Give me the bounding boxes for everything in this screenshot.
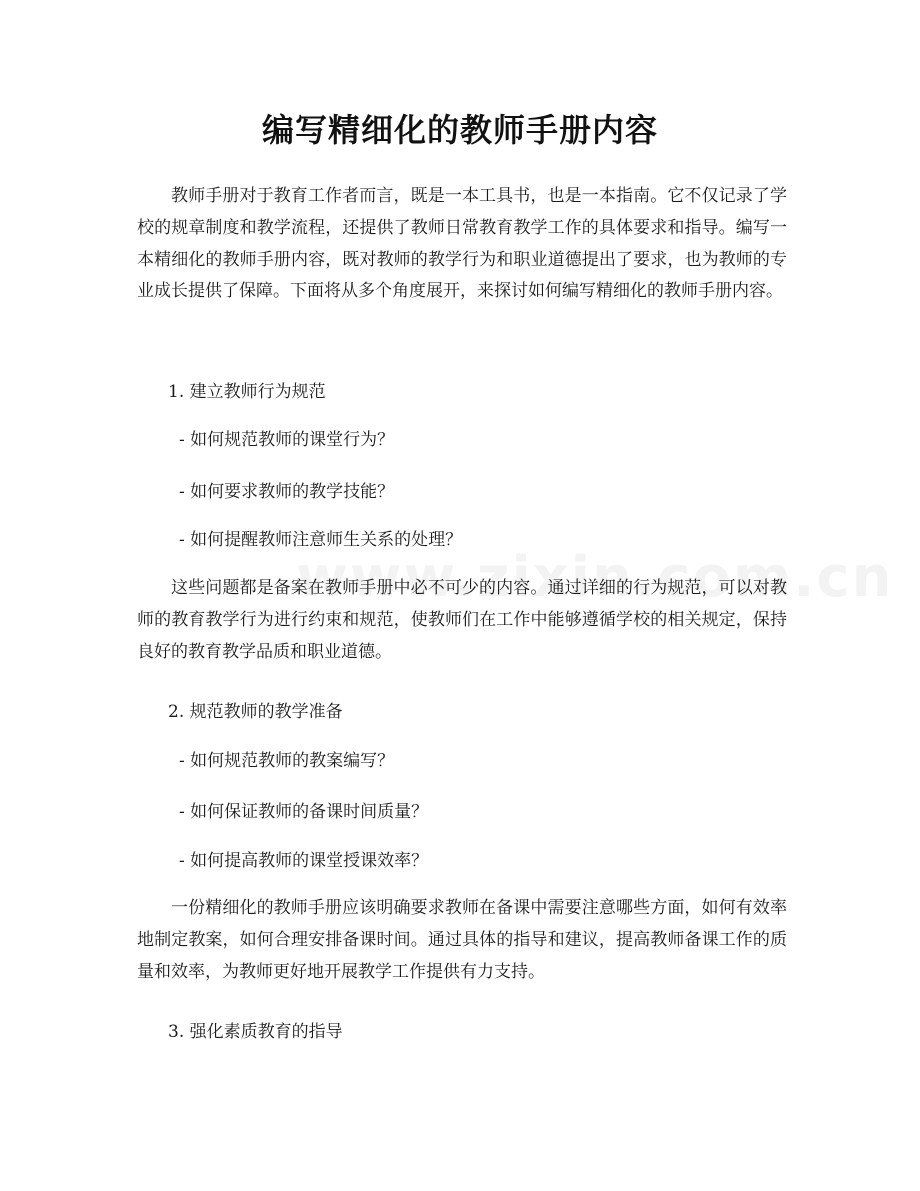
watermark [296,545,894,610]
section-1-body: 这些问题都是备案在教师手册中必不可少的内容。通过详细的行为规范，可以对教师的教育教学行为进行约束和规范，使教师们在工作中能够遵循学校的相关规定，保持良好的教育教学品质和职业道德。 [137,578,787,662]
section-2-question-3: - 如何提高教师的课堂授课效率？ [179,851,429,871]
section-heading-1: 1. 建立教师行为规范 [168,382,326,402]
intro-paragraph: 教师手册对于教育工作者而言，既是一本工具书，也是一本指南。它不仅记录了学校的规章制度和教学流程，还提供了教师日常教育教学工作的具体要求和指导。编写一本精细化的教师手册内容，既对教师的教学行为和职业道德提出了要求，也为教师的专业成长提供了保障。下面将从多个角度展开，来探讨如何编写精细化的教师手册内容。 [137,186,787,302]
section-heading-2: 2. 规范教师的教学准备 [168,702,343,722]
section-2-question-2: - 如何保证教师的备课时间质量？ [179,802,429,822]
section-1-question-2: - 如何要求教师的教学技能？ [179,482,395,502]
section-1-question-1: - 如何规范教师的课堂行为？ [179,430,395,450]
section-2-body: 一份精细化的教师手册应该明确要求教师在备课中需要注意哪些方面，如何有效率地制定教案，如何合理安排备课时间。通过具体的指导和建议，提高教师备课工作的质量和效率，为教师更好地开展教学工作提供有力支持。 [137,898,787,982]
document-title: 编写精细化的教师手册内容 [261,111,658,149]
section-heading-3: 3. 强化素质教育的指导 [168,1022,343,1042]
section-2-question-1: - 如何规范教师的教案编写？ [179,751,395,771]
section-1-question-3: - 如何提醒教师注意师生关系的处理？ [179,530,463,550]
